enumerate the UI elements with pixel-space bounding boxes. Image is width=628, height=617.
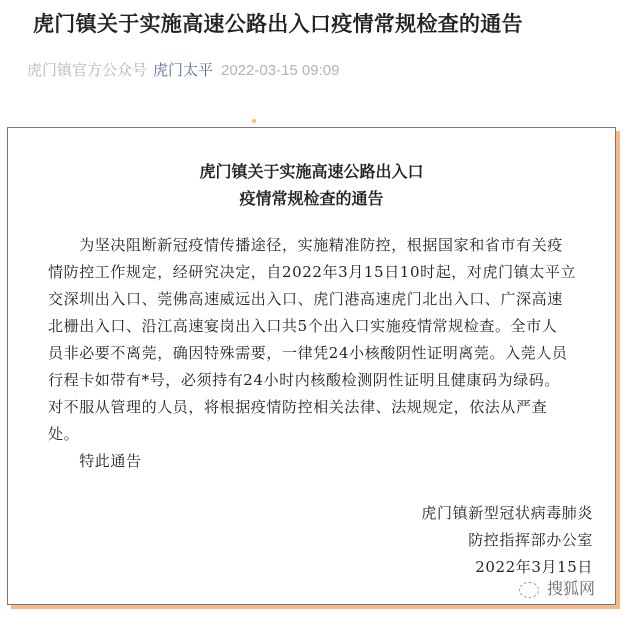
notice-body-line: 情防控工作规定，经研究决定，自2022年3月15日10时起，对虎门镇太平立 [48, 263, 577, 281]
decorative-dot [252, 119, 256, 123]
author-link[interactable]: 虎门太平 [153, 62, 214, 79]
notice-body-line: 对不服从管理的人员，将根据疫情防控相关法律、法规规定，依法从严查 [48, 398, 548, 416]
signature-line: 虎门镇新型冠状病毒肺炎 [421, 504, 593, 522]
signature-line: 防控指挥部办公室 [468, 531, 593, 549]
notice-body-line: 处。 [48, 425, 80, 443]
notice-body-line: 员非必要不离莞，确因特殊需要，一律凭24小核酸阴性证明离莞。入莞人员 [48, 344, 568, 362]
publish-time: 2022-03-15 09:09 [221, 62, 340, 79]
wechat-icon [519, 582, 539, 598]
account-name[interactable]: 虎门镇官方公众号 [27, 62, 148, 79]
notice-body-line: 特此通告 [48, 452, 142, 470]
article-title: 虎门镇关于实施高速公路出入口疫情常规检查的通告 [33, 13, 523, 36]
notice-body-line: 为坚决阻断新冠疫情传播途径，实施精准防控，根据国家和省市有关疫 [48, 236, 563, 254]
watermark-text: 搜狐网 [546, 579, 595, 598]
article-meta [27, 59, 339, 80]
watermark [519, 576, 595, 599]
notice-body-line: 交深圳出入口、莞佛高速威远出入口、虎门港高速虎门北出入口、广深高速 [48, 290, 563, 308]
notice-title-line: 虎门镇关于实施高速公路出入口 [199, 162, 424, 181]
notice-title-line: 疫情常规检查的通告 [239, 189, 384, 208]
notice-body-line: 北栅出入口、沿江高速宴岗出入口共5个出入口实施疫情常规检查。全市人 [48, 317, 558, 335]
notice-body-line: 行程卡如带有*号，必须持有24小时内核酸检测阴性证明且健康码为绿码。 [48, 371, 560, 389]
notice-image [7, 127, 616, 605]
signature-date: 2022年3月15日 [475, 558, 593, 576]
